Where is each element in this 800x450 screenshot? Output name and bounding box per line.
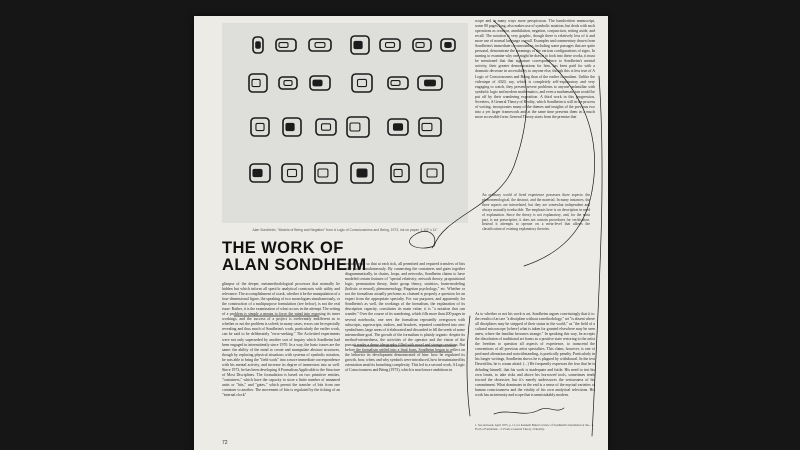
figure-models-of-being [222, 23, 468, 223]
body-column-right-top: scope and in many ways more perspicuous. The handwritten manuscript, some 80 pages long, also makes use of symbolic notation, but deals with such operations as creation, annihilation, negation, conjunction, setting aside, and recall. The notation is very graphic, though there is relatively less of it and more use of normal language overall. Examples and commentary drawn from Sondheim's immediate circumstances, including some passages that are quite personal, demonstrate the meanings of the various configurations of signs. In turning to examine why one might be drawn to look into these works, it must be mentioned that that signature correspondence to Sondheim's mental activity, their greater demonstrations for him, has been paid for with a dramatic decrease in accessibility to anyone else, though this is less true of A Logic of Consciousness and Being than of the earlier formalism. Unlike the videotape of 4320, say, which is completely self-explanatory and very engaging to watch, they present severe problems to anyone unfamiliar with symbolic logic and modern mathematics, and even a mathematician would be put off by their wandering exposition. A third work in this progression, Sweeters, A General Theory of Reality, which Sondheim is still in the process of writing, incorporates many of the themes and insights of the previous two into a yet larger framework and at the same time presents them in a much more accessible form. General Theory starts from the premise that [475, 19, 595, 119]
title-line-2: ALAN SONDHEIM [222, 255, 367, 274]
page-number: 72 [222, 440, 228, 446]
figure-caption: Alan Sondheim, "Models of Being and Negation" from A Logic of Consciousness and Being, 1973, ink on paper, 1 1/2" x 11" [252, 228, 438, 232]
symbol-drawing [222, 23, 468, 223]
body-column-right-bottom: As to whether or not his work is art, Sondheim argues convincingly that it is: the results of art are "a discipline without a methodology," art "is absent where all disciplines may be stripped of their status in the world," as "the field of a cultural microscope [where] what is taken for granted elsewhere may be seen anew, where the familiar becomes strange." In speaking this way, he accepts the dissolution of traditional art forms as a positive state restoring to the artist the freedom to question all aspects of experience, to transcend the conventions of all previous artist specialties. This claim, however, is one of profound alienation and notwithstanding, is poetically penalty. Particularly in his longer writings, Sondheim shows he is plagued by withdrawal. In the text Desertfilm, he is a man afraid. (...) He frequently expresses the fear that he is deluding himself, that his work is inadequate and futile. His need to test his own limits, to take risks and above his borrowed tools, sometimes tends toward the obsessive, but it's merely underscores the seriousness of his commitment. What dominates in the end is a sense of the myriad varieties of human consciousness and the vitality of his own analytical selections. His work has an intensity and scope that is unmistakably modern. [475, 312, 595, 397]
annotation-bracket-right [467, 316, 470, 416]
title-line-1: THE WORK OF [222, 239, 344, 257]
body-column-middle: ternal clock" so that at each tick, all permitted and required transfers of bits take place simultaneously. By connecting the containers and gates together diagrammatically, in chains, loops, and networks, Sondheim claims to have modeled certain features of "special relativity; network theory; propositional logic, permutation theory, finite group theory, statistics, brain-modeling (holistic or neural), phenomenology, Piagetian psychology," etc. Whether or not the formalism actually performs as claimed is properly a question for an expert from the appropriate specialty. For our purposes, and apparently for Sondheim's as well, the workings of the formalism, the explanation of its description capacity, constitutes its main value; it is "a notation that can wander." Over the course of its wandering, which fills more than 200 pages in several notebooks, one sees the formalism repeatedly overgrown with subscripts, superscripts, indices, and brackets, repeated considered into new symbolisms, large areas of it elaborated and discarded to fill the seeds of some intermediate goal. The growth of the formalism is plainly organic: despite its method-orientedness, the activities of the operator and the vision of the pursuit reader a dense ideography filled with novel and strange creations. But before the formalism settled into a final form, Sondheim began to reflect on the behavior its development demonstrated of him: how he regulated its growth, how, when, and why symbols were introduced, how he maintained his orientation amid its branching complexity. This led to a second work, A Logic of Consciousness and Being (1973), which is much more ambitious in [345, 262, 465, 372]
footnotes: 1. See Artweek, April 1975, p. 11, for Kenneth Baker's review of Sondheim's installation at the... 2. From a Formalism... 3. From a General Theory of Reality. [475, 423, 595, 431]
block-quote: An ordinary world of lived experience possesses three aspects: the phenomenological, the abstract, and the material. In many instances, the three aspects are interrelated, but they are somewhat independent and always mutually irreducible. The emphasis here is on description in need of explanation. Since the theory is not explanatory, and, for the most part, is not prescriptive, it does not contain procedures for verification. Instead it attempts to operate on a meta-level that allows the classification of existing explanatory theories. [482, 193, 590, 232]
magazine-page [194, 16, 608, 450]
body-column-left: glimpse of the deeper, metamethodological processes that normally lie hidden but which inform all specific analytical constructs with utility and relevance. The accomplishment of a task, whether it be the manipulation of a four-dimensional figure, the speaking of two monologues simultaneously, or the construction of a multipurpose formulation (see below), is not the real issue. Rather, it is the examination of what occurs in the attempt. The setting of a problem is simply a means to force the mind into exposing its inner workings, and the success of a project is irrelevantly indifferent as to whether or not the problem is solved; in many cases, errors can be especially revealing and thus much of Sondheim's work, particularly the earlier work, can be said to be deliberately "error-seeking." The Activitied experiments were not only superseded by another sort of inquiry which Sondheim had been engaged in intermittently since 1970. In a way, the basic issues are the same: the ability of the mind to create and manipulate abstract structures, though by replacing physical situations with systems of symbolic notation, he was able to bring the "field work" into a more immediate correspondence with his mental activity, and increase its degree of immersion into as well. Since 1973, he has been developing A Formalism Applicable to the Structure of Most Disciplines. The formulation is based on two primitive entities, "containers," which have the capacity to store a finite number of unnamed units or "bits," and "gates," which permit the transfer of bits from one container to another. The movement of bits is regulated by the ticking of an "internal clock" [222, 282, 340, 398]
